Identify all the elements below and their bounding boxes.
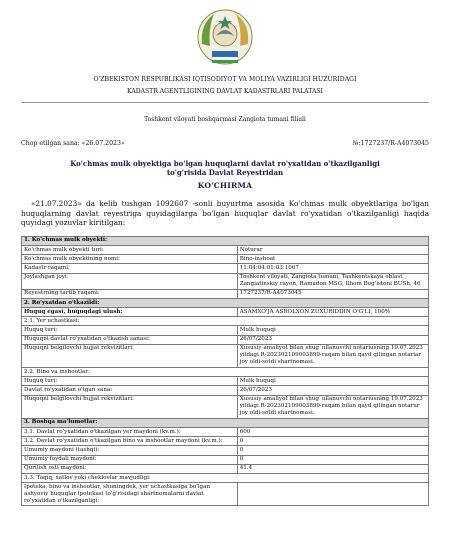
document-meta xyxy=(21,140,429,148)
document-subtitle: KO'CHIRMA xyxy=(197,181,253,190)
table-row xyxy=(22,446,429,455)
field-value: Mulk huquqi xyxy=(237,377,428,386)
section-title: 2. Ro'yxatdan o'tkazildi: xyxy=(22,298,429,307)
table-row xyxy=(22,464,429,473)
field-value: Mulk huquqi xyxy=(237,326,428,335)
table-row xyxy=(22,308,429,317)
subsection-title: 2.1. Yer uchastkasi: xyxy=(22,317,429,326)
table-row xyxy=(22,335,429,344)
field-label: Huquqni davlat ro'yxatidan o'tkazish sanasi: xyxy=(22,335,238,344)
field-label: Umumiy foydali maydoni: xyxy=(22,455,238,464)
field-value: 11:04:04:01:03:1067 xyxy=(237,264,428,273)
field-value: 41.4 xyxy=(237,464,428,473)
field-label: Kadastr raqami: xyxy=(22,264,238,273)
table-row xyxy=(22,483,429,506)
field-label: Huquq turi: xyxy=(22,377,238,386)
registry-table xyxy=(21,236,429,507)
subsection-title: 3.3. Taqiq, xatlov yoki cheklovlar mavjudligi: xyxy=(22,473,429,482)
field-label: Ipoteka, bino va inshootlar, shuningdek, yer uchastkasiga bo'lgan ashyoviy huquqlar ipotekasi to'g'risidagi shartnomalarni davlat ro'yxatidan o'tkazilganligi: xyxy=(22,483,238,506)
field-value: 0 xyxy=(237,455,428,464)
header-divider xyxy=(21,102,429,103)
section-header-row xyxy=(22,298,429,307)
field-value: 26/07/2023 xyxy=(237,386,428,395)
table-row xyxy=(22,377,429,386)
table-row xyxy=(22,264,429,273)
table-row xyxy=(22,395,429,418)
section-header-row xyxy=(22,418,429,427)
field-label: Reyestrning tartib raqami: xyxy=(22,289,238,298)
field-label: Qurilish osti maydoni: xyxy=(22,464,238,473)
field-value: 26/07/2023 xyxy=(237,335,428,344)
section-title: 3. Boshqa ma'lumotlar: xyxy=(22,418,429,427)
state-emblem-icon xyxy=(194,4,256,68)
subsection-title: 2.2. Bino va inshootlar: xyxy=(22,368,429,377)
section-header-row xyxy=(22,236,429,245)
document-title: Ko'chmas mulk obyektiga bo'lgan huquqlarni davlat ro'yxatidan o'tkazilganligi to'g'risida Davlat Reyestridan xyxy=(70,159,380,177)
table-row xyxy=(22,368,429,377)
branch-name: Toshkent viloyati boshqarmasi Zangiota tumani filiali xyxy=(144,116,306,123)
document-page xyxy=(0,4,450,534)
field-value xyxy=(237,483,428,506)
field-value: Bino-inshoat xyxy=(237,255,428,264)
document-number: №:1727237/R-A4073045 xyxy=(352,140,429,147)
table-row xyxy=(22,437,429,446)
field-label: Ko'chmas mulk obyektining nomi: xyxy=(22,255,238,264)
field-value: Noturar xyxy=(237,245,428,254)
field-label: Huquq turi: xyxy=(22,326,238,335)
table-row xyxy=(22,255,429,264)
field-value: 0 xyxy=(237,437,428,446)
field-label: 3.1. Davlat ro'yxatidan o'tkazilgan yer maydoni (kv.m.): xyxy=(22,427,238,436)
print-date: Chop etilgan sana: «26.07.2023» xyxy=(21,140,125,147)
field-label: Ko'chmas mulk obyekti turi: xyxy=(22,245,238,254)
table-row xyxy=(22,273,429,289)
table-row xyxy=(22,386,429,395)
intro-paragraph: «21.07.2023» da kelib tushgan 1092607 -sonli buyurtma asosida Ko'chmas mulk obyektlariga bo'lgan huquqlarning davlat reyestriga quyidagilarga bo'lgan huquqlar davlat ro'yxatidan o'tkazilganligi haqida quyidagi yozuvlar kiritilgan: xyxy=(21,199,429,228)
table-row xyxy=(22,473,429,482)
field-value: Xususiy amaliyot bilan shug`ullanuvchi notariusning 19.07.2023 yildagi R-202302109003899-raqam bilan qayd qilingan notariar joy oldi-sotdi shartnomasi. xyxy=(237,344,428,367)
table-row xyxy=(22,326,429,335)
field-value: 1727237/R-A4073045 xyxy=(237,289,428,298)
field-label: Huquqni belgilovchi hujjat rekvizitlari: xyxy=(22,344,238,367)
table-row xyxy=(22,317,429,326)
field-value: 0 xyxy=(237,446,428,455)
organization-name: O'ZBEKISTON RESPUBLIKASI IQTISODIYOT VA MOLIYA VAZIRLIGI HUZURIDAGI xyxy=(93,76,357,83)
field-label: Huquq egasi, huquqdagi ulush: xyxy=(22,308,238,317)
field-label: Huquqni belgilovchi hujjat rekvizitlari: xyxy=(22,395,238,418)
table-row xyxy=(22,344,429,367)
field-label: 3.2. Davlat ro'yxatidan o'tkazilgan bino va inshootlar maydoni (kv.m.): xyxy=(22,437,238,446)
field-label: Joylashgan joyi: xyxy=(22,273,238,289)
field-label: Umumiy maydoni (tashqi): xyxy=(22,446,238,455)
section-title: 1. Ko'chmas mulk obyekti: xyxy=(22,236,429,245)
organization-subdivision: KADASTR AGENTLIGINING DAVLAT KADASTRLARI PALATASI xyxy=(127,88,323,95)
table-row xyxy=(22,455,429,464)
field-label: Davlat ro'yxatidan o'tgan sana: xyxy=(22,386,238,395)
field-value: Xususiy amaliyot bilan shug`ullanuvchi notariusning 19.07.2023 yildagi R-202302109003899-raqam bilan qayd qilingan notarur joy oldi-sotdi shartnomasi. xyxy=(237,395,428,418)
table-row xyxy=(22,289,429,298)
field-value: Toshkent viloyati, Zangiota tumani, Tashkentskaya oblast`, Zangiatinskiy rayon, Ramadon MSG, Ilhom Bog'istoni BUSh, 46 xyxy=(237,273,428,289)
field-value: ASAMXO'JA ASROLXON ZUXURIDDIN O'G'LI, 100% xyxy=(237,308,428,317)
table-row xyxy=(22,245,429,254)
field-value: 600 xyxy=(237,427,428,436)
table-row xyxy=(22,427,429,436)
